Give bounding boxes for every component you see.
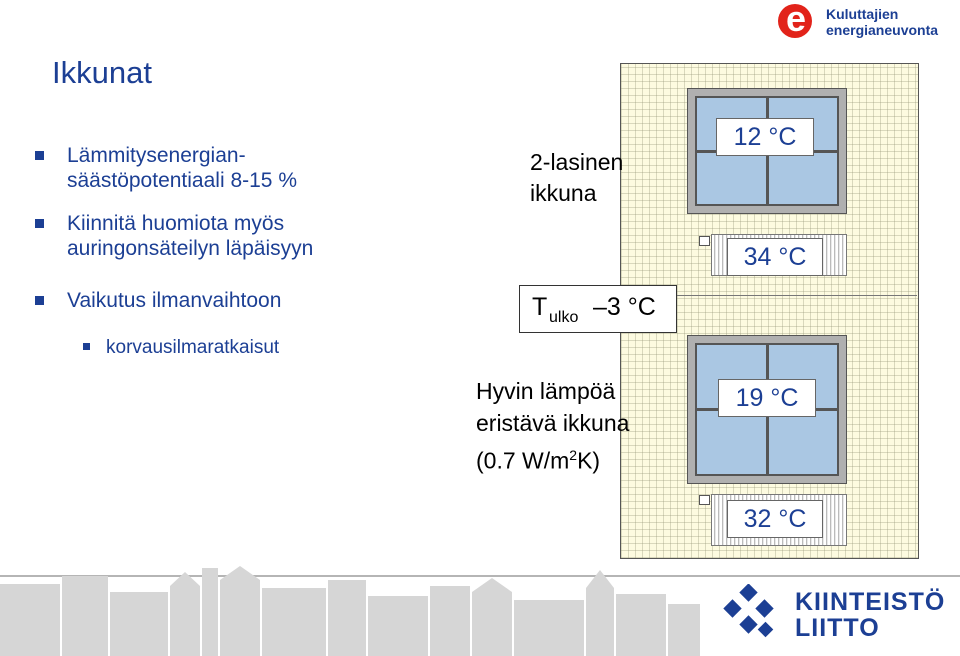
bullet-3 (35, 288, 281, 313)
double-glazing-label: 2-lasinen ikkuna (530, 149, 624, 206)
bullet-2-line2: auringonsäteilyn läpäisyyn (67, 237, 314, 260)
city-skyline-image (0, 562, 700, 656)
bullet-1 (35, 143, 297, 193)
logo-line1: Kuluttajien (826, 6, 899, 22)
kiinteistoliitto-logo-line1: KIINTEISTÖ (795, 588, 946, 616)
bottom-radiator-temp: 32 °C (727, 500, 823, 538)
sub-bullet-text: korvausilmaratkaisut (106, 337, 280, 358)
outdoor-temp-t: T (532, 293, 548, 321)
slide-title: Ikkunat (52, 55, 152, 90)
kiinteistoliitto-diamond-icon (722, 584, 784, 646)
top-radiator-temp: 34 °C (727, 238, 823, 276)
kiinteistoliitto-logo-line2: LIITTO (795, 614, 880, 642)
outdoor-temp-sub: ulko (549, 309, 579, 326)
logo-mark-letter: e (785, 0, 807, 39)
top-radiator-valve-icon (699, 236, 710, 246)
bullet-2-line1: Kiinnitä huomiota myös (67, 212, 285, 235)
outdoor-temp-value: –3 °C (586, 293, 656, 321)
efficient-window-label: Hyvin lämpöä eristävä ikkuna (0.7 $W/m^2K$) (476, 378, 630, 474)
bottom-window-temp: 19 °C (718, 379, 816, 417)
kuluttajien-energianeuvonta-logo (778, 0, 956, 40)
bullet-2 (35, 211, 313, 261)
outdoor-temp-box (519, 285, 677, 333)
bullet-3-line1: Vaikutus ilmanvaihtoon (67, 289, 282, 312)
bullet-1-line1: Lämmitysenergian- (67, 144, 246, 167)
bullet-square-icon (35, 151, 44, 160)
sub-bullet (83, 335, 279, 360)
sub-bullet-square-icon (83, 343, 90, 350)
bottom-radiator-valve-icon (699, 495, 710, 505)
bullet-square-icon (35, 219, 44, 228)
top-window-temp: 12 °C (716, 118, 814, 156)
bullet-square-icon (35, 296, 44, 305)
bullet-1-line2: säästöpotentiaali 8-15 % (67, 169, 297, 192)
logo-line2: energianeuvonta (826, 22, 939, 38)
